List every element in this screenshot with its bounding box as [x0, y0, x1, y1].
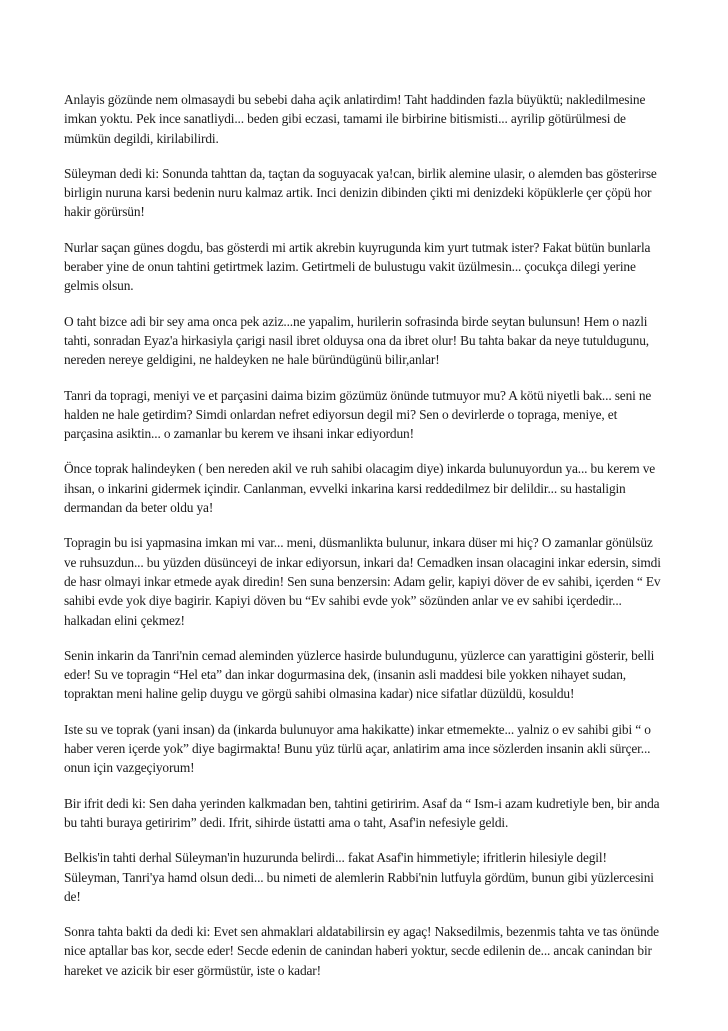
- paragraph: Anlayis gözünde nem olmasaydi bu sebebi daha açik anlatirdim! Taht haddinden fazla büyüktü; nakledilmesine imkan yoktu. Pek ince sanatliydi... beden gibi eczasi, tamami ile birbirine bitismisti... ayrilip götürülmesi de mümkün degildi, kirilabilirdi.: [64, 92, 646, 146]
- paragraph: Süleyman dedi ki: Sonunda tahttan da, taçtan da soguyacak ya!can, birlik alemine ulasir, o alemden bas gösterirse birligin nuruna karsi bedenin nuru kalmaz artik. Inci denizin dibinden çikti mi denizdeki köpüklerle çer çöpü hor hakir görürsün!: [64, 165, 657, 220]
- paragraph: Topragin bu isi yapmasina imkan mi var... meni, düsmanlikta bulunur, inkara düser mi hiç? O zamanlar gönülsüz ve ruhsuzdun... bu yüzden düsünceyi de inkar ediyorsun, inkari da! Cemadken insan olacagini inkar edersin, simdi de hasr olmayi inkar etmede ayak diredin! Sen suna benzersin: Adam gelir, kapiyi döver de ev sahibi, içerden “ Ev sahibi evde yok diye bagirir. Kapiyi döven bu “Ev sahibi evde yok” sözünden anlar ve ev sahibi içerdedir... halkadan elini çekmez!: [64, 535, 661, 628]
- paragraph: Sonra tahta bakti da dedi ki: Evet sen ahmaklari aldatabilirsin ey agaç! Naksedilmis, bezenmis tahta ve tas önünde nice aptallar bas kor, secde eder! Secde edenin de canindan haberi yoktur, secde edilenin de... ancak canindan bir hareket ve azicik bir eser görmüstür, iste o kadar!: [64, 924, 659, 978]
- paragraph: Bir ifrit dedi ki: Sen daha yerinden kalkmadan ben, tahtini getiririm. Asaf da “ Ism-i azam kudretiyle ben, bir anda bu tahti buraya getiririm” dedi. Ifrit, sihirde üstatti ama o taht, Asaf'in nefesiyle geldi.: [64, 795, 660, 830]
- paragraph: Iste su ve toprak (yani insan) da (inkarda bulunuyor ama hakikatte) inkar etmemekte... yalniz o ev sahibi gibi “ o haber veren içerde yok” diye bagirmakta! Bunu yüz türlü açar, anlatirim ama ince sözlerden insanin akli sürçer... onun için vazgeçiyorum!: [64, 721, 651, 776]
- paragraph: O taht bizce adi bir sey ama onca pek aziz...ne yapalim, hurilerin sofrasinda birde seytan bulunsun! Hem o nazli tahti, sonradan Eyaz'a hirkasiyla çarigi nasil ibret olduysa ona da ibret olur! Bu tahta bakar da neye tutuldugunu, nereden nereye geldigini, ne haldeyken ne hale büründügünü bilir,anlar!: [64, 313, 649, 368]
- paragraph: Önce toprak halindeyken ( ben nereden akil ve ruh sahibi olacagim diye) inkarda bulunuyordun ya... bu kerem ve ihsan, o inkarini gidermek içindir. Canlanman, evvelki inkarina karsi reddedilmez bir delildir... su hastaligin dermandan da beter oldu ya!: [64, 461, 656, 516]
- paragraph: Tanri da topragi, meniyi ve et parçasini daima bizim gözümüz önünde tutmuyor mu? A kötü niyetli bak... seni ne halden ne hale getirdim? Simdi onlardan nefret ediyorsun degil mi? Sen o devirlerde o topraga, meniye, et parçasina asiktin... o zamanlar bu kerem ve ihsani inkar ediyordun!: [64, 387, 652, 442]
- paragraph: Nurlar saçan günes dogdu, bas gösterdi mi artik akrebin kuyrugunda kim yurt tutmak ister? Fakat bütün bunlarla beraber yine de onun tahtini getirtmek lazim. Getirtmeli de bulustugu vakit üzülmesin... çocukça dilegi yerine gelmis olsun.: [64, 239, 651, 294]
- paragraph: Senin inkarin da Tanri'nin cemad aleminden yüzlerce hasirde bulundugunu, yüzlerce can yarattigini gösterir, belli eder! Su ve topragin “Hel eta” dan inkar dogurmasina dek, (insanin asli maddesi bile yokken nihayet sudan, topraktan meni haline gelip duygu ve görgü sahibi olmasina kadar) nice sifatlar düzüldü, kosuldu!: [64, 647, 655, 702]
- paragraph: Belkis'in tahti derhal Süleyman'in huzurunda belirdi... fakat Asaf'in himmetiyle; ifritlerin hilesiyle degil! Süleyman, Tanri'ya hamd olsun dedi... bu nimeti de alemlerin Rabbi'nin lutfuyla gördüm, bunun gibi yüzlercesini de!: [64, 850, 654, 904]
